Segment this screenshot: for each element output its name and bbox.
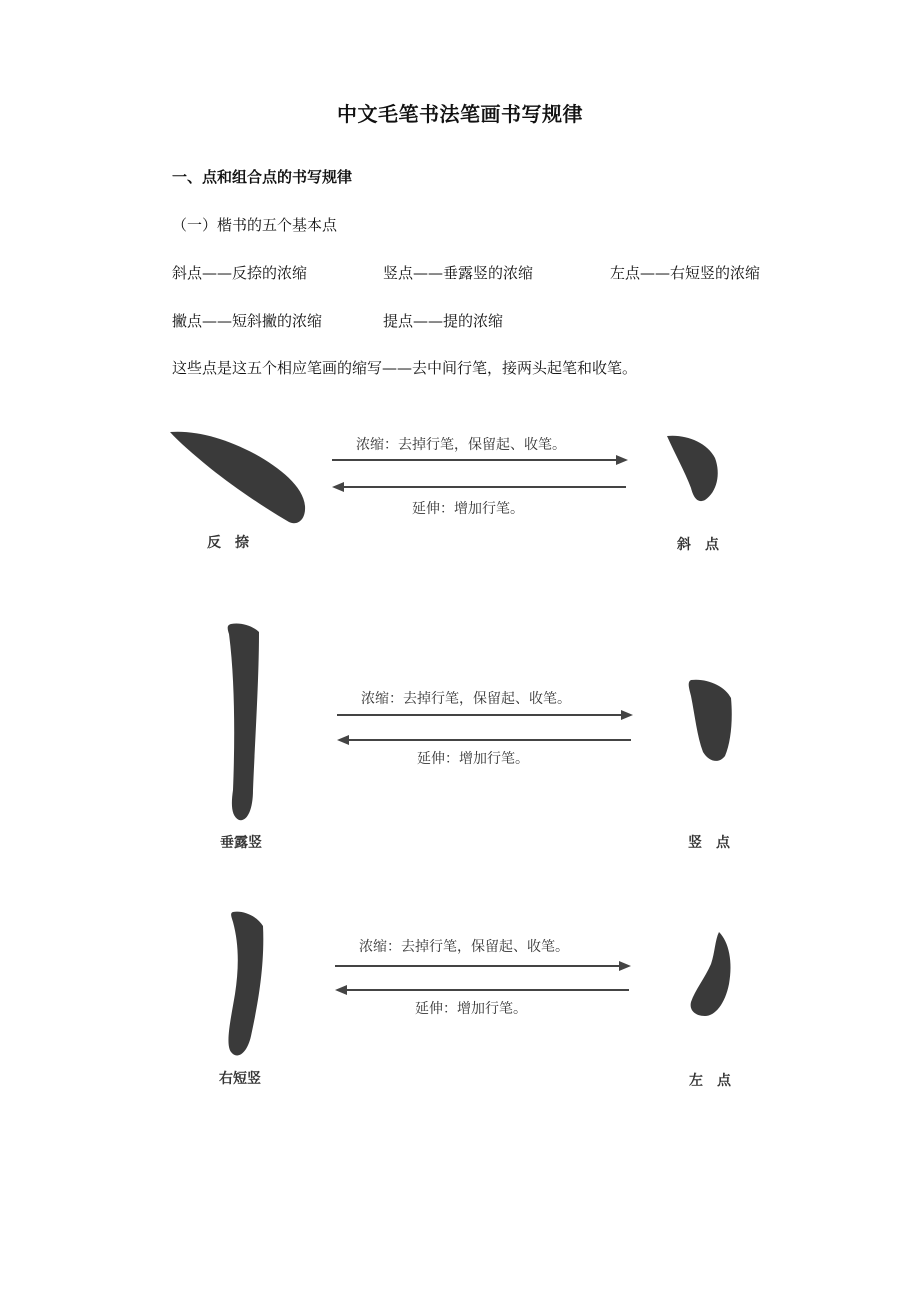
page-title: 中文毛笔书法笔画书写规律 [337, 102, 583, 126]
condense-text: 浓缩：去掉行笔，保留起、收笔。 [356, 437, 566, 453]
dew-vertical-stroke-icon [223, 620, 267, 824]
dot-item-slant: 斜点——反捺的浓缩 [172, 264, 308, 282]
right-short-vertical-stroke-icon [221, 908, 271, 1060]
summary-text: 这些点是这五个相应笔画的缩写——去中间行笔，接两头起笔和收笔。 [172, 359, 638, 377]
condense-text: 浓缩：去掉行笔，保留起、收笔。 [359, 939, 569, 955]
dot-item-left: 左点——右短竖的浓缩 [610, 264, 761, 282]
section-heading: 一、点和组合点的书写规律 [172, 168, 353, 186]
vertical-dot-icon [685, 676, 735, 766]
dot-item-vertical: 竖点——垂露竖的浓缩 [383, 264, 534, 282]
arrow-left-icon [333, 984, 633, 996]
sub-heading: （一）楷书的五个基本点 [172, 216, 338, 234]
left-dot-icon [683, 928, 735, 1020]
extend-text: 延伸：增加行笔。 [417, 751, 529, 767]
arrow-block [335, 686, 635, 776]
stroke-label: 右短竖 [219, 1071, 261, 1087]
extend-text: 延伸：增加行笔。 [412, 501, 524, 517]
stroke-label: 垂露竖 [220, 835, 262, 851]
stroke-label: 反 捺 [207, 535, 249, 551]
condense-text: 浓缩：去掉行笔，保留起、收笔。 [361, 691, 571, 707]
dot-item-ti: 提点——提的浓缩 [383, 312, 504, 330]
dot-label: 竖 点 [688, 835, 730, 851]
extend-text: 延伸：增加行笔。 [415, 1001, 527, 1017]
diagram-dew-vertical [165, 618, 765, 858]
dot-item-pie: 撇点——短斜撇的浓缩 [172, 312, 323, 330]
arrow-right-icon [333, 960, 633, 972]
diagram-right-short-vertical [165, 906, 765, 1096]
dot-label: 斜 点 [677, 537, 719, 553]
arrow-right-icon [330, 454, 630, 466]
dot-label: 左 点 [689, 1073, 731, 1089]
diagram-reverse-na [165, 420, 765, 560]
arrow-right-icon [335, 709, 635, 721]
arrow-block [330, 430, 630, 520]
reverse-na-stroke-icon [165, 428, 310, 528]
arrow-left-icon [330, 481, 630, 493]
arrow-block [333, 934, 633, 1024]
arrow-left-icon [335, 734, 635, 746]
slant-dot-icon [663, 432, 723, 504]
